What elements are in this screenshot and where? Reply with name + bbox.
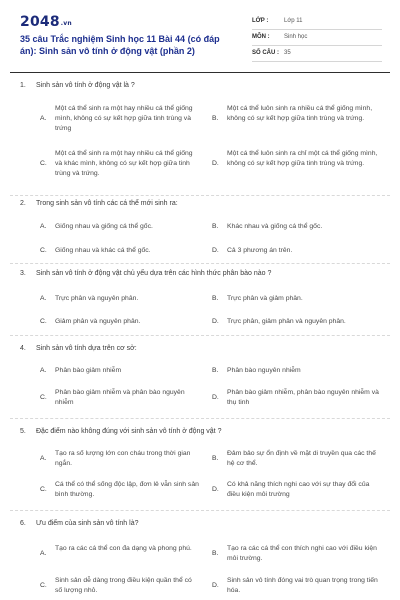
question-text: Đặc điểm nào không đúng với sinh sản vô tính ở động vật ? bbox=[36, 428, 222, 435]
meta-key: LỚP : bbox=[252, 18, 269, 24]
option-text: Một cá thể luôn sinh ra chỉ một cá thể giống mình, không có sự kết hợp giữa tinh trùng và trứng. bbox=[227, 150, 378, 167]
option-text: Tạo ra số lượng lớn con cháu trong thời gian ngắn. bbox=[55, 450, 191, 467]
meta-row-question-count bbox=[252, 46, 382, 62]
question-number: 6. bbox=[20, 520, 26, 527]
option-text: Đảm bảo sự ổn định về mặt di truyền qua các thế hệ cơ thể. bbox=[227, 450, 376, 467]
option-letter: B. bbox=[212, 367, 219, 374]
meta-value: Sinh học bbox=[284, 34, 308, 40]
question-divider bbox=[10, 195, 390, 196]
option-letter: C. bbox=[40, 247, 47, 254]
question-stem bbox=[20, 428, 221, 435]
option-letter: D. bbox=[212, 394, 219, 401]
question-divider bbox=[10, 335, 390, 336]
option-text: Phân bào giảm nhiễm và phân bào nguyên nhiễm bbox=[55, 389, 185, 406]
meta-key: SỐ CÂU : bbox=[252, 50, 279, 56]
logo-main-text: 2048 bbox=[20, 14, 60, 30]
option-letter: A. bbox=[40, 550, 47, 557]
option-text: Phân bào giảm nhiễm, phân bào nguyên nhiễm và thụ tinh bbox=[227, 389, 379, 406]
option-letter: C. bbox=[40, 394, 47, 401]
option-text: Sinh sản dễ dàng trong điều kiện quần thể có số lượng nhỏ. bbox=[55, 577, 192, 594]
question-divider bbox=[10, 418, 390, 419]
option-text: Sinh sản vô tính đóng vai trò quan trọng trong tiến hóa. bbox=[227, 577, 378, 594]
question-number: 3. bbox=[20, 270, 26, 277]
option-text: Giống nhau và khác cá thể gốc. bbox=[55, 247, 151, 254]
option-letter: C. bbox=[40, 582, 47, 589]
document-meta bbox=[252, 14, 382, 62]
question-divider bbox=[10, 263, 390, 264]
option-letter: C. bbox=[40, 318, 47, 325]
option-letter: A. bbox=[40, 455, 47, 462]
option-text: Giảm phân và nguyên phân. bbox=[55, 318, 141, 325]
meta-row-subject bbox=[252, 30, 382, 46]
option-letter: A. bbox=[40, 367, 47, 374]
option-text: Có khả năng thích nghi cao với sự thay đổi của điều kiện môi trường bbox=[227, 481, 370, 498]
question-stem bbox=[20, 345, 137, 352]
option-text: Trực phân và nguyên phân. bbox=[55, 295, 139, 302]
option-letter: D. bbox=[212, 486, 219, 493]
question-number: 2. bbox=[20, 200, 26, 207]
meta-row-grade bbox=[252, 14, 382, 30]
option-letter: A. bbox=[40, 223, 47, 230]
option-text: Một cá thể sinh ra một hay nhiều cá thể giống mình, không có sự kết hợp giữa tinh trùng và trứng bbox=[55, 105, 193, 132]
document-title: 35 câu Trắc nghiệm Sinh học 11 Bài 44 (có đáp án): Sinh sản vô tính ở động vật (phần 2) bbox=[20, 34, 220, 56]
question-divider bbox=[10, 510, 390, 511]
option-text: Cá thể có thể sống độc lập, đơn lẻ vẫn sinh sản bình thường. bbox=[55, 481, 199, 498]
question-text: Sinh sản vô tính ở động vật chủ yếu dựa trên các hình thức phân bào nào ? bbox=[36, 270, 272, 277]
question-number: 4. bbox=[20, 345, 26, 352]
question-text: Ưu điểm của sinh sản vô tính là? bbox=[36, 520, 139, 527]
option-letter: D. bbox=[212, 160, 219, 167]
option-letter: B. bbox=[212, 115, 219, 122]
question-text: Sinh sản vô tính ở động vật là ? bbox=[36, 82, 135, 89]
option-letter: D. bbox=[212, 582, 219, 589]
option-text: Khác nhau và giống cá thể gốc. bbox=[227, 223, 323, 230]
option-text: Tạo ra các cá thể con thích nghi cao với điều kiện môi trường. bbox=[227, 545, 377, 562]
option-text: Tạo ra các cá thể con đa dạng và phong phú. bbox=[55, 545, 192, 552]
option-letter: D. bbox=[212, 247, 219, 254]
question-text: Trong sinh sản vô tính các cá thể mới sinh ra: bbox=[36, 200, 178, 207]
option-letter: C. bbox=[40, 486, 47, 493]
meta-value: Lớp 11 bbox=[284, 18, 303, 24]
question-stem bbox=[20, 82, 135, 89]
question-number: 1. bbox=[20, 82, 26, 89]
meta-value: 35 bbox=[284, 50, 291, 56]
option-text: Một cá thể luôn sinh ra nhiều cá thể giống mình, không có sự kết hợp giữa tinh trùng và trứng. bbox=[227, 105, 373, 122]
option-text: Trực phân, giảm phân và nguyên phân. bbox=[227, 318, 346, 325]
meta-key: MÔN : bbox=[252, 34, 270, 40]
option-letter: B. bbox=[212, 295, 219, 302]
option-letter: B. bbox=[212, 223, 219, 230]
option-text: Phân bào giảm nhiễm bbox=[55, 367, 122, 374]
option-letter: C. bbox=[40, 160, 47, 167]
question-number: 5. bbox=[20, 428, 26, 435]
option-text: Giống nhau và giống cá thể gốc. bbox=[55, 223, 153, 230]
site-logo[interactable] bbox=[20, 14, 72, 30]
option-letter: B. bbox=[212, 550, 219, 557]
question-stem bbox=[20, 270, 271, 277]
question-stem bbox=[20, 200, 178, 207]
option-text: Một cá thể sinh ra một hay nhiều cá thể giống và khác mình, không có sự kết hợp giữa tinh trùng và trứng. bbox=[55, 150, 193, 177]
option-text: Cả 3 phương án trên. bbox=[227, 247, 293, 254]
logo-suffix-text: .vn bbox=[60, 20, 72, 27]
option-letter: B. bbox=[212, 455, 219, 462]
question-text: Sinh sản vô tính dựa trên cơ sở: bbox=[36, 345, 137, 352]
option-letter: A. bbox=[40, 115, 47, 122]
document-header bbox=[0, 0, 400, 70]
header-divider bbox=[10, 72, 390, 73]
option-text: Phân bào nguyên nhiễm bbox=[227, 367, 301, 374]
option-letter: A. bbox=[40, 295, 47, 302]
question-stem bbox=[20, 520, 138, 527]
option-letter: D. bbox=[212, 318, 219, 325]
option-text: Trực phân và giảm phân. bbox=[227, 295, 303, 302]
